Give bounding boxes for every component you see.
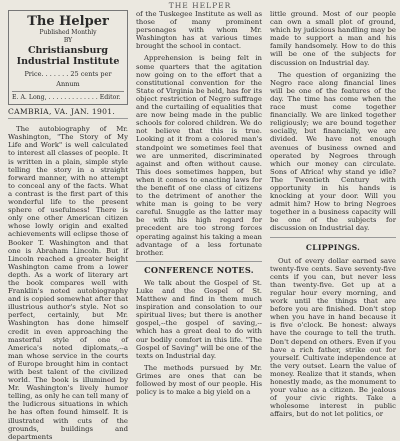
masthead-editor: E. A. Long, . . . . . . . . . . . . . Editor. xyxy=(12,91,124,102)
masthead-org: Christiansburg Industrial Institute xyxy=(16,45,120,67)
masthead-by: BY xyxy=(63,37,73,44)
divider xyxy=(270,237,396,238)
divider xyxy=(136,261,262,262)
col2-note-2: The methods pursued by Mr. Grimes are ones that can be followed by most of our people. His policy is to make a big yield on a xyxy=(136,363,262,397)
masthead xyxy=(8,10,128,105)
col3-continued: little ground. Most of our people can own a small plot of ground, which by judicious handling may be made to support a man and his family handsomely. How to do this will be one of the subjects for discussion on Industrial day. xyxy=(270,10,396,67)
clippings-heading: CLIPPINGS. xyxy=(305,242,361,252)
dateline: CAMBRIA, VA. JAN. 1901. xyxy=(8,108,128,119)
masthead-price: Price. . . . . . . 25 cents per Annum xyxy=(24,70,112,88)
running-head: THE HELPER xyxy=(168,1,232,10)
col2-article: Apprehension is being felt in some quarters that the agitation now going on to the effort that a constitutional convention for the State of Virginia be held, has for its object restriction of Negro suffrage and the curtailing of equalities that are now being made in the public schools for colored children. We do not believe that this is true. Looking at it from a colored man's standpoint we sometimes feel that we are unmerited, discriminated against and often without cause. This does sometimes happen, but when it comes to enacting laws for the benefit of one class of citizens to the detriment of another the white man is going to be very careful. Snuggle as the latter may be with his high regard for precedent are too strong forces operating against his taking a mean advantage of a less fortunate brother. xyxy=(136,54,262,257)
column-middle xyxy=(136,10,262,400)
col3-clippings: Out of every dollar earned save twenty-five cents. Save seventy-five cents if you can, but never less than twenty-five. Get up at a regular hour every morning, and work until the things that are before you are finished. Don't stop when you have in hand because it is five o'clock. Be honest: always have the courage to tell the truth. Don't depend on others. Even if you have a rich father, strike out for yourself. Cultivate independence at the very outset. Learn the value of money. Realize that it stands, when honestly made, as the monument to your value as a citizen. Be jealous of your civic rights. Take a wholesome interest in public affairs, but do not let politics, or xyxy=(270,256,396,419)
column-right xyxy=(270,10,396,419)
col2-note-1: We talk about the Gospel of St. Luke and the Gospel of St. Matthew and find in them much inspiration and consolation to our spiritual lives; but there is another gospel,--the gospel of saving,--which has a great deal to do with our bodily comfort in this life. "The Gospel of Saving" will be one of the texts on Industrial day. xyxy=(136,278,262,360)
conference-notes-heading: CONFERENCE NOTES. xyxy=(144,264,254,275)
col1-article: The autobiography of Mr. Washington, "The Story of My Life and Work" is well calculated to interest all classes of people. It is written in a plain, simple style telling the story in a straight forward manner, with no attempt to conceal any of the facts. What a contrast is the first part of this wonderful life to the present sphere of usefulness! There is only one other American citizen whose lowly origin and exalted achievements will eclipse those of Booker T. Washington and that one is Abraham Lincoln. But if Lincoln reached a greater height Washington came from a lower depth. As a work of literary art the book compares well with Franklin's noted autobiography and is copied somewhat after that illustrious author's style. Not so perfect, certainly, but Mr. Washington has done himself credit in even approaching the masterful style of one of America's noted diplomats,--a man whose service in the courts of Europe brought him in contact with best talent of the civilized world. The book is illumined by Mr. Washington's lively humor telling, as only he can tell many of the ludicrous situations in which he has often found himself. It is illustrated with cuts of the grounds, buildings and departments xyxy=(8,125,129,441)
masthead-title: The Helper xyxy=(27,14,109,29)
col3-article: The question of organizing the Negro race along financial lines will be one of the features of the day. The time has come when the race must come together financially. We are linked together religiously; we are bound together socially, but financially, we are divided. We have not enough avenues of business owned and operated by Negroes through which our money can circulate. Sons of Africa! why stand ye idle? The Twentieth Century with opportunity in his hands is knocking at your door. Will you admit him? How to bring Negroes together in a business capacity will be one of the subjects for discussion on Industrial day. xyxy=(270,70,396,233)
masthead-published: Published Monthly xyxy=(39,29,97,36)
column-left xyxy=(8,10,129,441)
col2-continued: of the Tuskegee Institute as well as those of many prominent personages with whom Mr. Washington has at various times brought the school in contact. xyxy=(136,10,262,51)
